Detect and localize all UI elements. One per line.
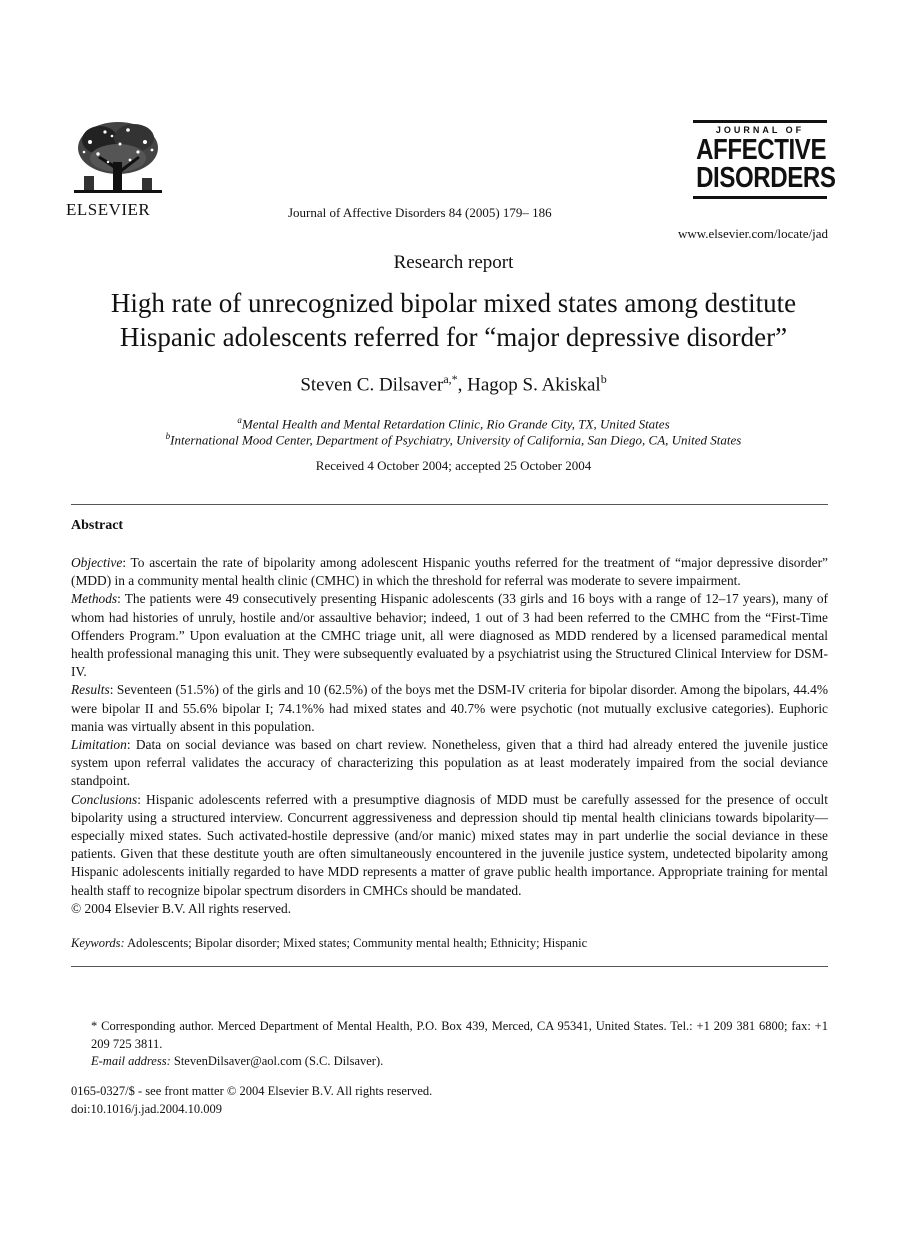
article-type: Research report: [393, 252, 514, 273]
abstract-objective: [71, 554, 828, 590]
results-label: Results: [71, 682, 110, 698]
conclusions-label: Conclusions: [71, 791, 138, 807]
issn-line: 0165-0327/$ - see front matter © 2004 Elsevier B.V. All rights reserved.: [71, 1084, 433, 1098]
author-1-mark: a,*: [443, 372, 458, 386]
publication-meta: [71, 1083, 571, 1118]
abstract-results: [71, 681, 828, 736]
logo-rule-bottom: [693, 196, 827, 199]
journal-logo-line2: DISORDERS: [696, 162, 836, 194]
conclusions-text: : Hispanic adolescents referred with a presumptive diagnosis of MDD must be carefully assessed for the presence of occult bipolarity using a structured interview. Concurrent aggressiveness and depression should tip mental health clinicians towards bipolarity—especially mixed states. Such activated-hostile depressive (and/or manic) mixed states may in part underlie the social deviance in these patients. Given that these destitute youth are often simultaneously encountered in the juvenile justice system, undetected bipolarity among Hispanic adolescents initially regarded to have MDD represents a matter of grave public health importance. Appropriate training for mental health staff to recognize bipolar spectrum disorders in CMHCs should be mandated.: [71, 791, 828, 898]
logo-rule-top: [693, 120, 827, 123]
email-address[interactable]: StevenDilsaver@aol.com (S.C. Dilsaver).: [170, 1054, 384, 1068]
affiliation-a-text: Mental Health and Mental Retardation Clinic, Rio Grande City, TX, United States: [241, 416, 670, 432]
journal-url[interactable]: www.elsevier.com/locate/jad: [677, 226, 828, 241]
divider-top: [71, 504, 828, 505]
limitation-text: : Data on social deviance was based on chart review. Nonetheless, given that a third had already entered the juvenile justice system upon referral validates the accuracy of characterizing this population as at least moderately impaired from the social deviance standpoint.: [71, 737, 828, 789]
article-title: [60, 286, 847, 354]
methods-text: : The patients were 49 consecutively presenting Hispanic adolescents (33 girls and 16 boys with a range of 12–17 years), many of whom had histories of unruly, hostile and/or assaultive behavior; indeed, 1 out of 3 had been referred to the CMHC from the “First-Time Offenders Program.” Upon evaluation at the CMHC triage unit, all were diagnosed as MDD rendered by a licensed paramedical mental health professional managing this unit. They were subsequently evaluated by a psychiatrist using the Structured Clinical Interview for DSM-IV.: [71, 591, 828, 680]
corresponding-author-note: * Corresponding author. Merced Department of Mental Health, P.O. Box 439, Merced, CA 95341, United States. Tel.: +1 209 381 6800; fax: +1 209 725 3811.: [91, 1019, 828, 1051]
objective-label: Objective: [71, 555, 123, 570]
divider-bottom: [71, 966, 828, 967]
objective-text: : To ascertain the rate of bipolarity among adolescent Hispanic youths referred for the treatment of “major depressive disorder” (MDD) in a community mental health clinic (CMHC) in which the threshold for referral was moderate to severe impairment.: [71, 555, 828, 589]
author-1[interactable]: Steven C. Dilsaver: [300, 374, 444, 396]
journal-logo-line1: AFFECTIVE: [696, 134, 827, 166]
abstract-copyright: © 2004 Elsevier B.V. All rights reserved.: [71, 900, 292, 916]
keywords-text: Adolescents; Bipolar disorder; Mixed states; Community mental health; Ethnicity; Hispanic: [124, 936, 588, 950]
results-text: : Seventeen (51.5%) of the girls and 10 (62.5%) of the boys met the DSM-IV criteria for bipolar disorder. Among the bipolars, 44.4% were bipolar II and 55.6% bipolar I; 74.1%% had mixed states and 40.7% were psychotic (not mutually exclusive categories). Euphoric mania was virtually absent in this population.: [71, 682, 828, 734]
affiliation-b-text: International Mood Center, Department of Psychiatry, University of California, San Diego, CA, United States: [170, 432, 742, 448]
abstract-body: [71, 554, 828, 918]
abstract-conclusions: [71, 791, 828, 900]
author-2[interactable]: Hagop S. Akiskal: [467, 374, 601, 396]
author-list: [0, 372, 907, 396]
elsevier-tree-icon: [70, 118, 166, 198]
abstract-heading: Abstract: [71, 518, 124, 533]
keywords: [71, 936, 828, 951]
author-separator: ,: [457, 374, 468, 396]
limitation-label: Limitation: [71, 737, 127, 753]
elsevier-logo: [66, 118, 166, 220]
title-line-2: Hispanic adolescents referred for “major depressive disorder”: [119, 322, 788, 352]
email-note: [71, 1053, 828, 1071]
journal-logo: [693, 120, 836, 199]
footnote: [71, 1018, 828, 1071]
journal-logo-top: JOURNAL OF: [715, 125, 805, 135]
keywords-label: Keywords:: [71, 936, 125, 950]
methods-label: Methods: [71, 591, 118, 607]
affiliation-a: [0, 415, 907, 432]
author-2-mark: b: [600, 372, 607, 386]
affiliation-b-mark: b: [165, 431, 171, 441]
affiliation-a-mark: a: [237, 415, 242, 425]
received-dates: Received 4 October 2004; accepted 25 October 2004: [315, 458, 592, 473]
affiliation-b: [0, 431, 907, 448]
abstract-methods: [71, 590, 828, 681]
doi-line[interactable]: doi:10.1016/j.jad.2004.10.009: [71, 1101, 223, 1116]
publisher-name: ELSEVIER: [66, 200, 151, 219]
journal-citation: Journal of Affective Disorders 84 (2005) 179– 186: [288, 205, 552, 220]
email-label: E-mail address:: [91, 1054, 171, 1068]
abstract-limitation: [71, 736, 828, 791]
title-line-1: High rate of unrecognized bipolar mixed states among destitute: [110, 288, 797, 318]
